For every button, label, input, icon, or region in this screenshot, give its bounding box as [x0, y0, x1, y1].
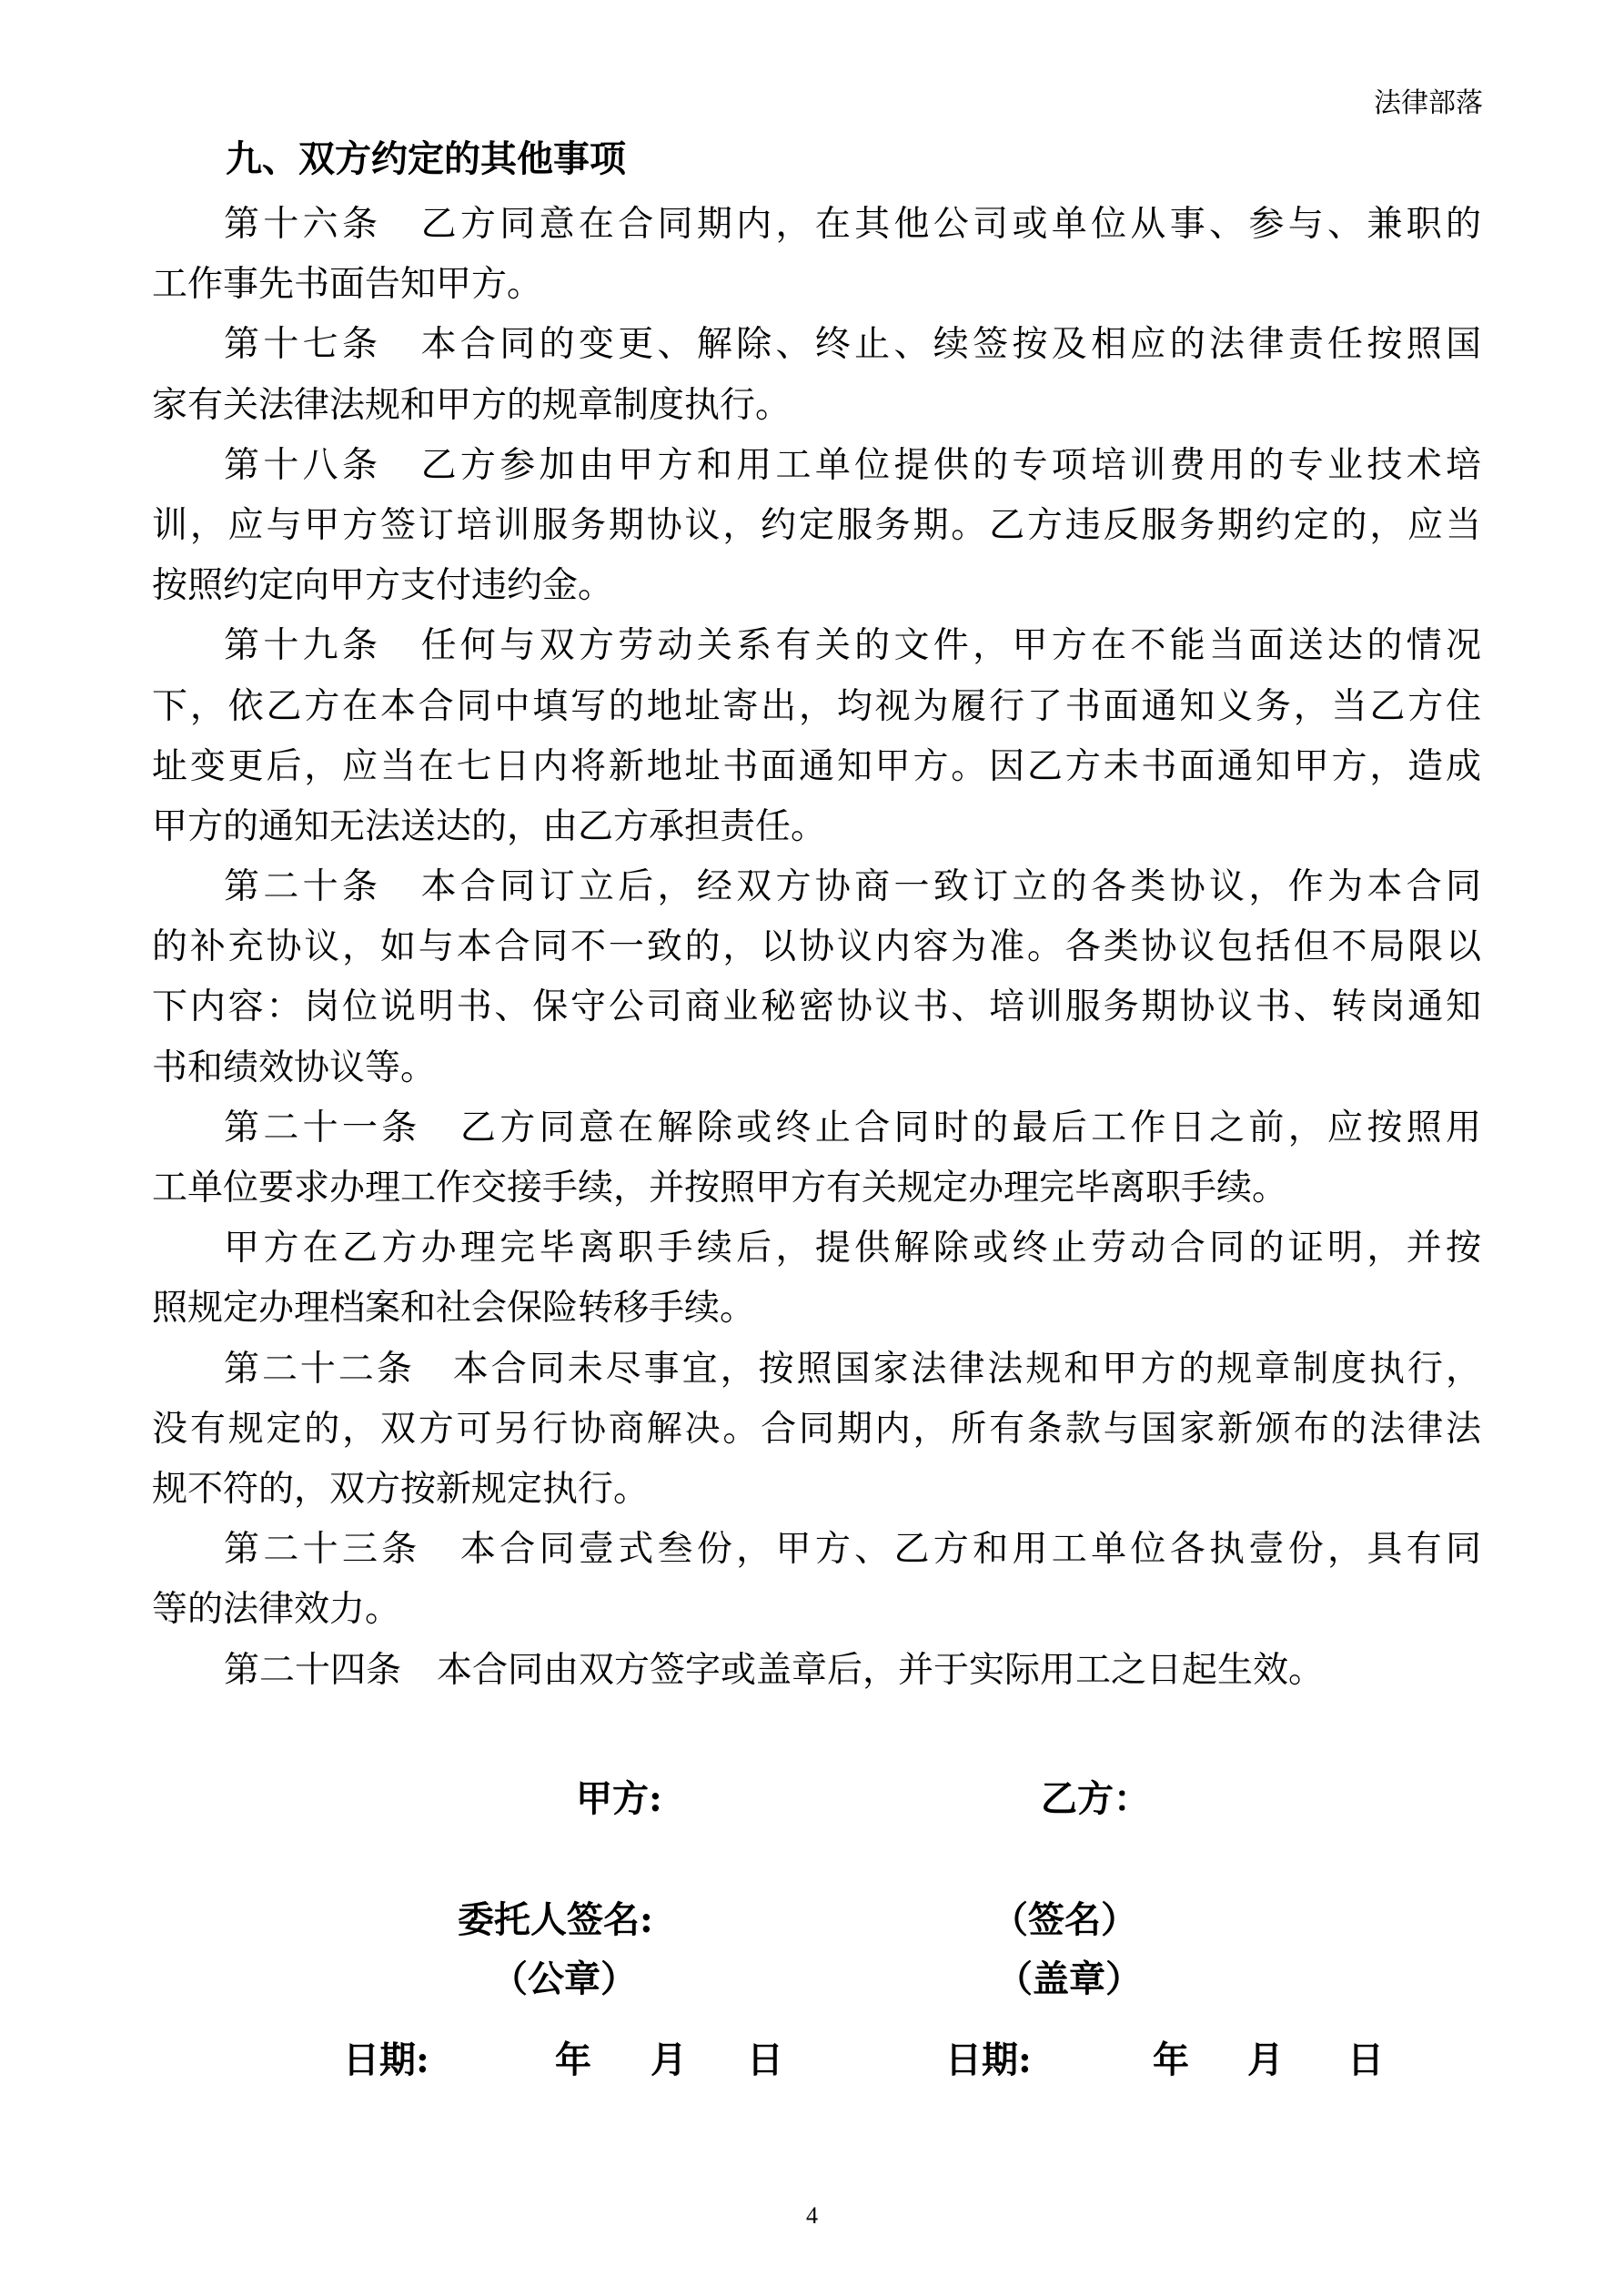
paragraph-line: 下，依乙方在本合同中填写的地址寄出，均视为履行了书面通知义务，当乙方住	[152, 685, 1481, 727]
paragraph-line: 训，应与甲方签订培训服务期协议，约定服务期。乙方违反服务期约定的，应当	[152, 504, 1481, 546]
section-title: 九、双方约定的其他事项	[226, 137, 626, 180]
year-label-b: 年	[1153, 2038, 1189, 2081]
paragraph-line: 甲方在乙方办理完毕离职手续后，提供解除或终止劳动合同的证明，并按	[224, 1228, 1481, 1269]
paragraph-line: 规不符的，双方按新规定执行。	[152, 1468, 650, 1510]
date-label-b: 日期:	[945, 2038, 1032, 2081]
party-b-label: 乙方：	[1041, 1777, 1150, 1820]
paragraph-line: 按照约定向甲方支付违约金。	[152, 565, 614, 607]
paragraph-line: 等的法律效力。	[152, 1589, 401, 1631]
day-label-a: 日	[747, 2038, 783, 2081]
month-label-a: 月	[651, 2038, 687, 2081]
paragraph-line: 第二十二条 本合同未尽事宜，按照国家法律法规和甲方的规章制度执行，	[224, 1348, 1481, 1390]
paragraph-line: 第二十条 本合同订立后，经双方协商一致订立的各类协议，作为本合同	[224, 866, 1481, 908]
paragraph-line: 工单位要求办理工作交接手续，并按照甲方有关规定办理完毕离职手续。	[152, 1168, 1288, 1209]
paragraph-line: 第十九条 任何与双方劳动关系有关的文件，甲方在不能当面送达的情况	[224, 625, 1481, 667]
paragraph-line: 书和绩效协议等。	[152, 1047, 437, 1088]
document-body	[152, 195, 1481, 1701]
paragraph-line: 第十六条 乙方同意在合同期内，在其他公司或单位从事、参与、兼职的	[224, 204, 1481, 245]
paragraph-line: 第二十三条 本合同壹式叁份，甲方、乙方和用工单位各执壹份，具有同	[224, 1529, 1481, 1571]
paragraph-line: 甲方的通知无法送达的，由乙方承担责任。	[152, 805, 827, 847]
official-seal-label: （公章）	[491, 1957, 637, 2000]
year-label-a: 年	[555, 2038, 591, 2081]
date-label-a: 日期:	[343, 2038, 429, 2081]
paragraph-line: 下内容：岗位说明书、保守公司商业秘密协议书、培训服务期协议书、转岗通知	[152, 986, 1481, 1028]
month-label-b: 月	[1247, 2038, 1284, 2081]
party-a-label: 甲方:	[576, 1777, 662, 1820]
paragraph-line: 没有规定的，双方可另行协商解决。合同期内，所有条款与国家新颁布的法律法	[152, 1408, 1481, 1450]
day-label-b: 日	[1347, 2038, 1384, 2081]
page-number: 4	[806, 2202, 818, 2229]
paragraph-line: 第十八条 乙方参加由甲方和用工单位提供的专项培训费用的专业技术培	[224, 444, 1481, 486]
seal-label: （盖章）	[996, 1957, 1142, 2000]
paragraph-line: 第二十四条 本合同由双方签字或盖章后，并于实际用工之日起生效。	[224, 1649, 1325, 1691]
paragraph-line: 的补充协议，如与本合同不一致的，以协议内容为准。各类协议包括但不局限以	[152, 926, 1481, 968]
paragraph-line: 工作事先书面告知甲方。	[152, 264, 543, 306]
agent-signature-label: 委托人签名:	[458, 1898, 653, 1941]
paragraph-line: 址变更后，应当在七日内将新地址书面通知甲方。因乙方未书面通知甲方，造成	[152, 745, 1481, 787]
header-source: 法律部落	[1374, 87, 1483, 119]
paragraph-line: 家有关法律法规和甲方的规章制度执行。	[152, 384, 792, 426]
signature-label: （签名）	[992, 1898, 1137, 1941]
paragraph-line: 第二十一条 乙方同意在解除或终止合同时的最后工作日之前，应按照用	[224, 1107, 1481, 1148]
paragraph-line: 第十七条 本合同的变更、解除、终止、续签按及相应的法律责任按照国	[224, 324, 1481, 366]
paragraph-line: 照规定办理档案和社会保险转移手续。	[152, 1288, 756, 1330]
